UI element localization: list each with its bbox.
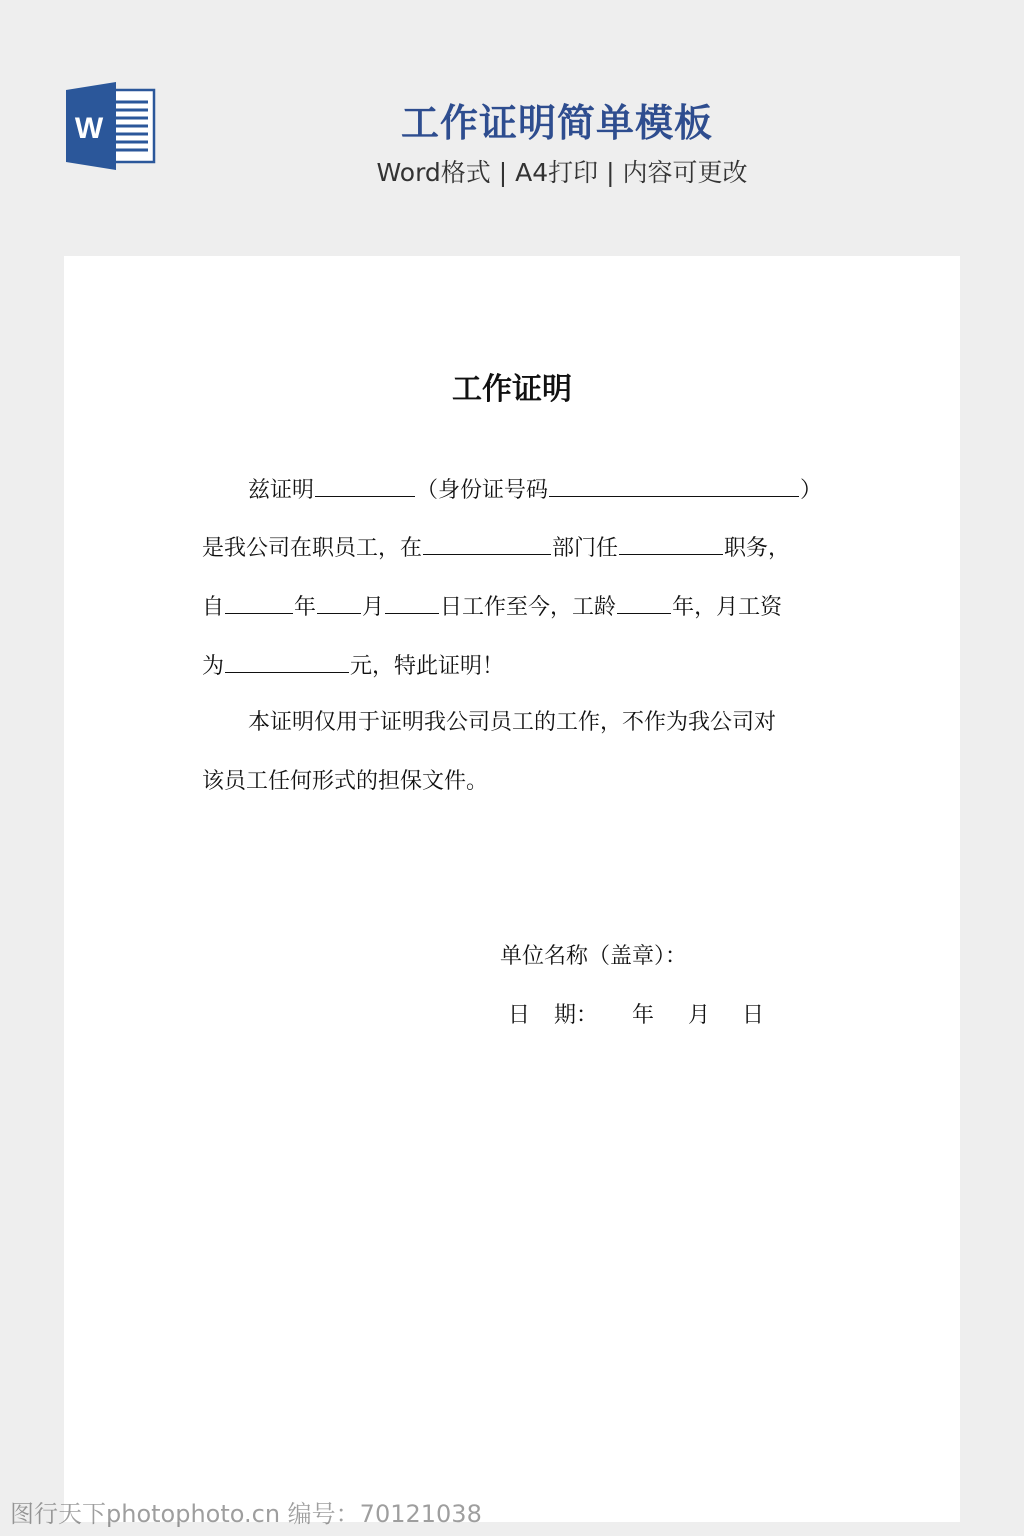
text-segment: （身份证号码 bbox=[416, 478, 549, 503]
name-blank[interactable] bbox=[315, 474, 415, 497]
text-segment: 职务， bbox=[724, 536, 791, 561]
watermark-text: 图行天下photophoto.cn 编号：70121038 bbox=[10, 1500, 482, 1528]
date-line bbox=[508, 1001, 828, 1031]
text-segment: 年，月工资 bbox=[672, 595, 783, 620]
department-blank[interactable] bbox=[423, 532, 551, 555]
text-segment: 是我公司在职员工，在 bbox=[202, 536, 423, 561]
date-label-char-1: 日 bbox=[508, 1003, 531, 1028]
position-blank[interactable] bbox=[619, 532, 723, 555]
page-title: 工作证明简单模板 bbox=[400, 101, 713, 145]
paragraph-1-line-2 bbox=[202, 532, 790, 564]
text-segment: 为 bbox=[202, 654, 225, 679]
paragraph-1-line-4 bbox=[202, 650, 504, 682]
text-segment: 元，特此证明！ bbox=[350, 654, 505, 679]
start-month-blank[interactable] bbox=[317, 591, 361, 614]
text-segment: 自 bbox=[202, 595, 225, 620]
document-title: 工作证明 bbox=[452, 372, 572, 407]
date-month: 月 bbox=[688, 1003, 711, 1028]
id-number-blank[interactable] bbox=[549, 474, 799, 497]
word-icon-letter: W bbox=[74, 112, 104, 145]
text-segment: 兹证明 bbox=[248, 478, 315, 503]
paragraph-2-line-1: 本证明仅用于证明我公司员工的工作，不作为我公司对 bbox=[248, 710, 777, 735]
date-label-char-2: 期： bbox=[554, 1003, 599, 1028]
document-page bbox=[64, 256, 960, 1522]
start-day-blank[interactable] bbox=[385, 591, 439, 614]
page-subtitle: Word格式 | A4打印 | 内容可更改 bbox=[376, 158, 748, 187]
text-segment: 日工作至今，工龄 bbox=[440, 595, 617, 620]
text-segment: 年 bbox=[294, 595, 317, 620]
unit-name-label: 单位名称（盖章）： bbox=[500, 944, 688, 969]
word-icon bbox=[64, 82, 156, 170]
paragraph-1-line-1 bbox=[202, 474, 822, 506]
paragraph-1-line-3 bbox=[202, 591, 782, 623]
text-segment: ） bbox=[800, 478, 823, 503]
paragraph-2-line-2: 该员工任何形式的担保文件。 bbox=[202, 769, 489, 794]
text-segment: 月 bbox=[362, 595, 385, 620]
start-year-blank[interactable] bbox=[225, 591, 293, 614]
text-segment: 部门任 bbox=[552, 536, 619, 561]
date-day: 日 bbox=[742, 1003, 765, 1028]
date-year: 年 bbox=[632, 1003, 655, 1028]
salary-blank[interactable] bbox=[225, 650, 349, 673]
seniority-blank[interactable] bbox=[617, 591, 671, 614]
